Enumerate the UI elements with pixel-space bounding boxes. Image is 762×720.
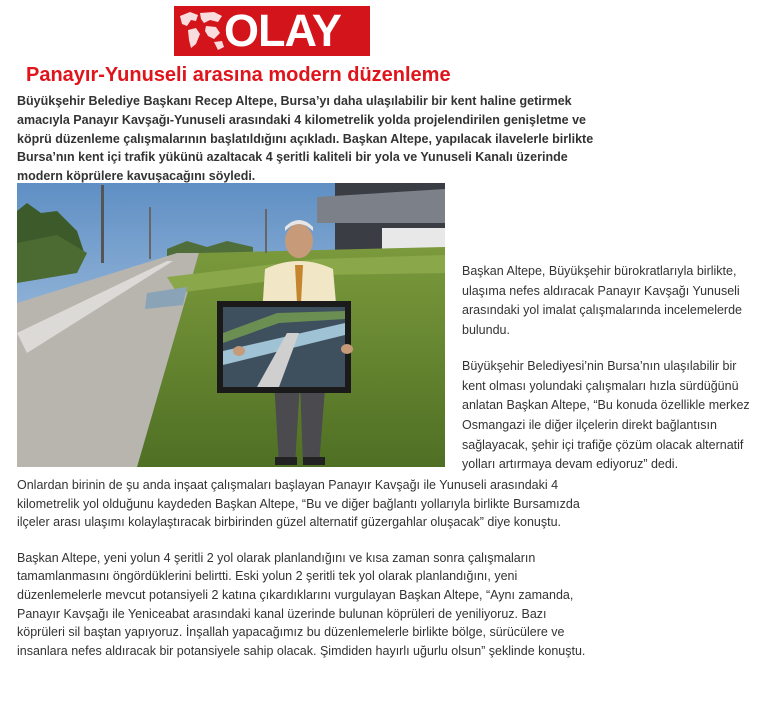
side-paragraph: Başkan Altepe, Büyükşehir bürokratlarıyla birlikte, ulaşıma nefes aldıracak Panayır Kavşağı Yunuseli arasındaki yol imalat çalışmalarında incelemelerde bulundu. bbox=[462, 264, 742, 338]
article-body bbox=[17, 476, 597, 677]
article-side-column bbox=[462, 262, 754, 491]
logo-wordmark: OLAY bbox=[224, 6, 341, 56]
body-paragraph: Başkan Altepe, yeni yolun 4 şeritli 2 yol olarak planlandığını ve kısa zaman sonra çalışmaların tamamlanmasını öngördüklerini belirtti. Eski yolun 2 şeritli tek yol olarak planlandığını, yeni düzenlemelerle mevcut potansiyeli 2 katına çıkardıklarını vurgulayan Başkan Altepe, “Aynı zamanda, Panayır Kavşağı ile Yeniceabat arasındaki kanal üzerinde bulunan köprüleri de yeniliyoruz. Bazı köprüleri sil baştan yapıyoruz. İnşallah yapacağımız bu düzenlemelerle birlikte bölge, sürücülere ve insanlara nefes aldıracak bir potansiyele sahip olacak. Şimdiden hayırlı uğurlu olsun” şeklinde konuştu. bbox=[17, 550, 586, 658]
article-headline: Panayır-Yunuseli arasına modern düzenleme bbox=[26, 64, 451, 86]
article-lead: Büyükşehir Belediye Başkanı Recep Altepe, Bursa’yı daha ulaşılabilir bir kent haline getirmek amacıyla Panayır Kavşağı-Yunuseli arasındaki 4 kilometrelik yolda projelendirilen genişletme ve köprü düzenleme çalışmalarının başlatıldığını açıkladı. Başkan Altepe, yapılacak ilavelerle birlikte Bursa’nın kent içi trafik yükünü azaltacak 4 şeritli kaliteli bir yola ve Yunuseli Kanalı üzerinde modern köprülere kavuşacağını söyledi. bbox=[17, 94, 594, 184]
world-map-icon bbox=[174, 6, 228, 56]
body-paragraph: Onlardan birinin de şu anda inşaat çalışmaları başlayan Panayır Kavşağı ile Yunuseli arasındaki 4 kilometrelik yol olduğunu kaydeden Başkan Altepe, “Bu ve diğer bağlantı yollarıyla birlikte Bursamızda ilçeler arası ulaşımı kolaylaştıracak birbirinden güzel alternatif güzergahlar oluşacak” diye konuştu. bbox=[17, 478, 580, 530]
side-paragraph: Büyükşehir Belediyesi’nin Bursa’nın ulaşılabilir bir kent olması yolundaki çalışmaları hızla sürdüğünü anlatan Başkan Altepe, “Bu konuda özellikle merkez Osmangazi ile diğer ilçelerin direkt bağlantısın sağlayacak, şehir içi trafiğe çözüm olacak alternatif yolları artırmaya devam ediyoruz” dedi. bbox=[462, 358, 750, 472]
olay-logo[interactable] bbox=[174, 6, 370, 56]
article-photo bbox=[17, 183, 445, 467]
